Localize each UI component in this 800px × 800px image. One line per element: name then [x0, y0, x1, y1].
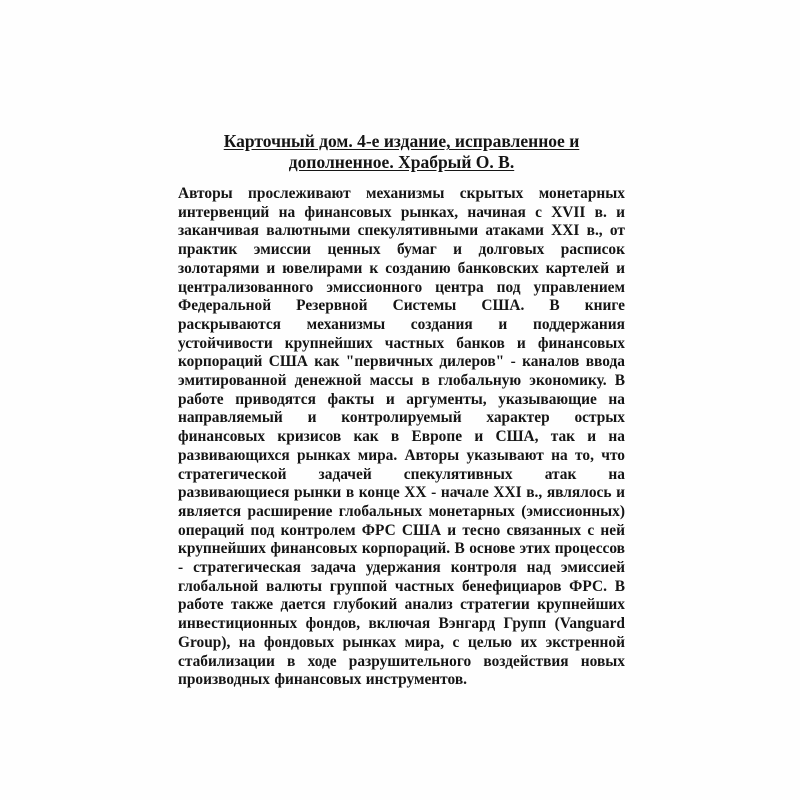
title-line-1: Карточный дом. 4-е издание, исправленное и: [223, 131, 580, 151]
description-paragraph: Авторы прослеживают механизмы скрытых монетарных интервенций на финансовых рынках, начиная с XVII в. и заканчивая валютными спекулятивными атаками XXI в., от практик эмиссии ценных бумаг и долговых расписок золотарями и ювелирами к созданию банковских картелей и централизованного эмиссионного центра под управлением Федеральной Резервной Системы США. В книге раскрываются механизмы создания и поддержания устойчивости крупнейших частных банков и финансовых корпораций США как "первичных дилеров" - каналов ввода эмитированной денежной массы в глобальную экономику. В работе приводятся факты и аргументы, указывающие на направляемый и контролируемый характер острых финансовых кризисов как в Европе и США, так и на развивающихся рынках мира. Авторы указывают на то, что стратегической задачей спекулятивных атак на развивающиеся рынки в конце XX - начале XXI в., являлось и является расширение глобальных монетарных (эмиссионных) операций под контролем ФРС США и тесно связанных с ней крупнейших финансовых корпораций. В основе этих процессов - стратегическая задача удержания контроля над эмиссией глобальной валюты группой частных бенефициаров ФРС. В работе также дается глубокий анализ стратегии крупнейших инвестиционных фондов, включая Вэнгард Групп (Vanguard Group), на фондовых рынках мира, с целью их экстренной стабилизации в ходе разрушительного воздействия новых производных финансовых инструментов.: [178, 185, 625, 689]
text-column: [178, 131, 625, 690]
page-title: [178, 131, 625, 173]
title-line-2: дополненное. Храбрый О. В.: [288, 152, 515, 172]
